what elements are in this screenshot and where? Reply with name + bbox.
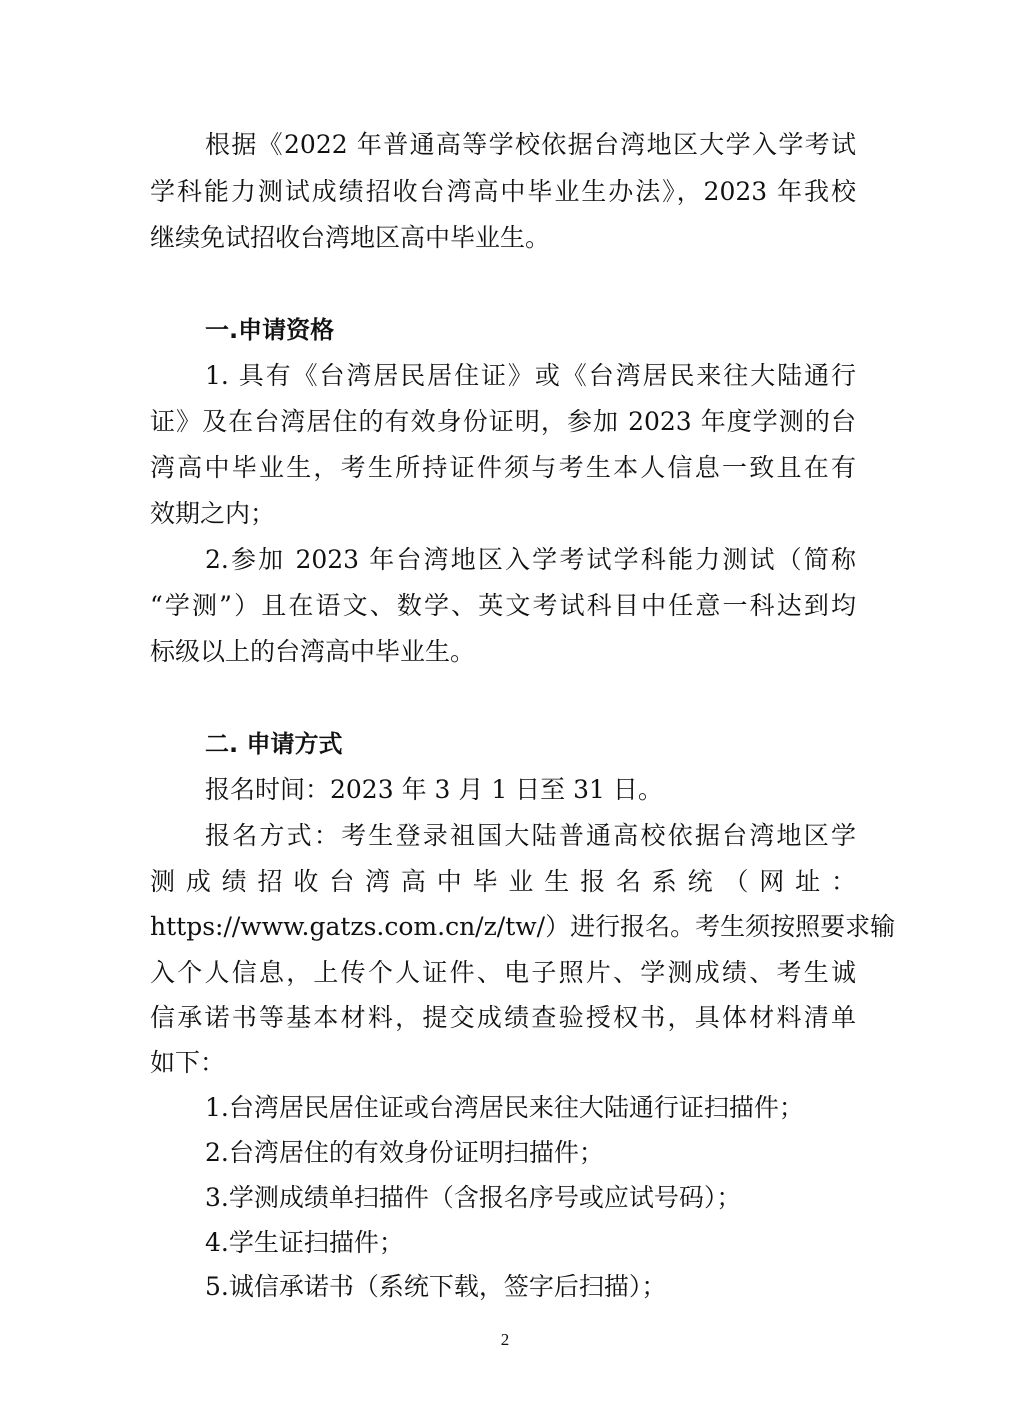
section-heading-eligibility: 一.申请资格 bbox=[205, 316, 335, 344]
eligibility-item-1-line-3: 湾高中毕业生，考生所持证件须与考生本人信息一致且在有 bbox=[150, 453, 856, 482]
eligibility-item-2-line-3: 标级以上的台湾高中毕业生。 bbox=[150, 637, 476, 666]
intro-line-2: 学科能力测试成绩招收台湾高中毕业生办法》，2023 年我校 bbox=[150, 177, 856, 206]
section-heading-application-method: 二. 申请方式 bbox=[205, 730, 343, 758]
registration-time: 报名时间：2023 年 3 月 1 日至 31 日。 bbox=[205, 775, 663, 804]
method-line-4: 入个人信息，上传个人证件、电子照片、学测成绩、考生诚 bbox=[150, 958, 856, 987]
eligibility-item-1-line-1: 1. 具有《台湾居民居住证》或《台湾居民来往大陆通行 bbox=[205, 361, 856, 390]
method-line-3-url: https://www.gatzs.com.cn/z/tw/）进行报名。考生须按照要求输 bbox=[150, 912, 896, 941]
material-item-2: 2.台湾居住的有效身份证明扫描件； bbox=[205, 1138, 604, 1167]
eligibility-item-2-line-1: 2.参加 2023 年台湾地区入学考试学科能力测试（简称 bbox=[205, 545, 856, 574]
eligibility-item-1-line-4: 效期之内； bbox=[150, 499, 276, 528]
eligibility-item-2-line-2: “学测”）且在语文、数学、英文考试科目中任意一科达到均 bbox=[150, 591, 856, 620]
eligibility-item-1-line-2: 证》及在台湾居住的有效身份证明，参加 2023 年度学测的台 bbox=[150, 407, 856, 436]
intro-line-3: 继续免试招收台湾地区高中毕业生。 bbox=[150, 223, 551, 252]
method-line-5: 信承诺书等基本材料，提交成绩查验授权书，具体材料清单 bbox=[150, 1003, 856, 1032]
material-item-4: 4.学生证扫描件； bbox=[205, 1228, 404, 1257]
material-item-1: 1.台湾居民居住证或台湾居民来往大陆通行证扫描件； bbox=[205, 1093, 804, 1122]
page-number: 2 bbox=[500, 1330, 510, 1349]
intro-line-1: 根据《2022 年普通高等学校依据台湾地区大学入学考试 bbox=[205, 130, 856, 159]
material-item-5: 5.诚信承诺书（系统下载，签字后扫描）； bbox=[205, 1272, 667, 1301]
method-line-1: 报名方式：考生登录祖国大陆普通高校依据台湾地区学 bbox=[205, 821, 856, 850]
material-item-3: 3.学测成绩单扫描件（含报名序号或应试号码）； bbox=[205, 1183, 742, 1212]
method-line-2: 测成绩招收台湾高中毕业生报名系统（网址： bbox=[150, 867, 856, 896]
method-line-6: 如下： bbox=[150, 1048, 226, 1077]
